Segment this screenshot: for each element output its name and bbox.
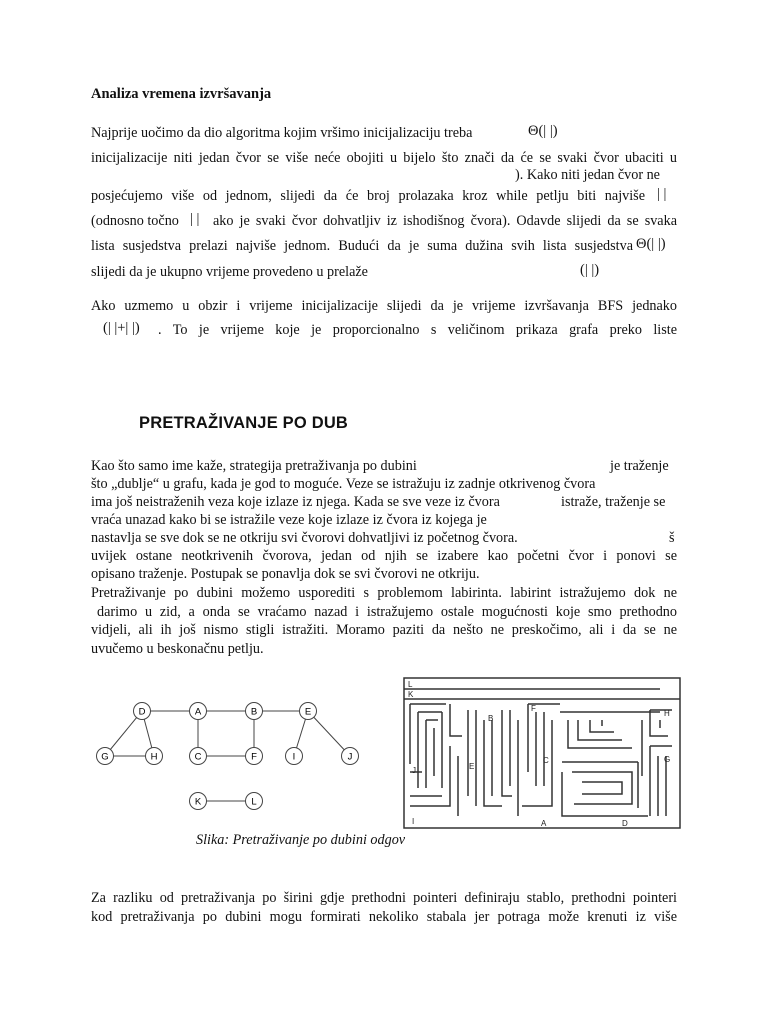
maze-label-l: L <box>408 680 413 689</box>
paragraph-line: Ako uzmemo u obzir i vrijeme inicijalizacije slijedi da je vrijeme izvršavanja BFS jednako <box>91 298 677 314</box>
paragraph-line: ). Kako niti jedan čvor ne <box>515 167 660 183</box>
math-expression: | | <box>657 186 667 202</box>
paragraph-line: opisano traženje. Postupak se ponavlja dok se svi čvorovi ne otkriju. <box>91 566 480 582</box>
graph-node-f <box>246 748 263 765</box>
paragraph-line: je traženje <box>610 458 669 474</box>
graph-node-label: A <box>194 706 202 718</box>
maze-label-g: G <box>664 755 671 764</box>
math-expression: Θ(| |) <box>528 123 558 139</box>
paragraph-line: Kao što samo ime kaže, strategija pretraživanja po dubini <box>91 458 417 474</box>
maze-label-a: A <box>541 819 547 828</box>
section-heading: PRETRAŽIVANJE PO DUB <box>139 414 349 432</box>
graph-node-c <box>190 748 207 765</box>
paragraph-line: darimo u zid, a onda se vraćamo nazad i istražujemo ostale mogućnosti koje smo prethodno <box>97 604 677 620</box>
maze-label-e: E <box>469 762 475 771</box>
paragraph-line: uvučemo u beskonačnu petlju. <box>91 641 264 657</box>
paragraph-line: Pretraživanje po dubini možemo usporediti s problemom labirinta. labirint istražujemo dok ne <box>91 585 677 601</box>
paragraph-line: uvijek ostane neotkrivenih čvorova, jedan od njih se izabere kao početni čvor i ponovi se <box>91 548 677 564</box>
graph-node-e <box>300 703 317 720</box>
graph-node-label: L <box>251 796 257 808</box>
graph-node-b <box>246 703 263 720</box>
graph-node-i <box>286 748 303 765</box>
paragraph-line: slijedi da je ukupno vrijeme provedeno u prelaže <box>91 264 368 280</box>
maze-label-i: I <box>412 817 415 826</box>
graph-node-d <box>134 703 151 720</box>
math-expression: (| |+| |) <box>103 320 140 336</box>
graph-node-l <box>246 793 263 810</box>
maze-label-b: B <box>488 714 494 723</box>
graph-node-label: I <box>292 751 296 763</box>
paragraph-line: lista susjedstva prelazi najviše jednom. Budući da je suma dužina svih lista susjedstva <box>91 238 633 254</box>
graph-node-label: K <box>194 796 202 808</box>
graph-node-label: F <box>251 751 257 763</box>
section-title: Analiza vremena izvršavanja <box>91 86 272 102</box>
paragraph-line: istraže, traženje se <box>561 494 666 510</box>
paragraph-line: nastavlja se sve dok se ne otkriju svi čvorovi dohvatljivi iz početnog čvora. <box>91 530 518 546</box>
graph-node-label: E <box>304 706 312 718</box>
graph-node-label: J <box>347 751 353 763</box>
paragraph-line: ako je svaki čvor dohvatljiv iz ishodišnog čvora). Odavde slijedi da se svaka <box>213 213 677 229</box>
paragraph-line: š <box>669 530 675 546</box>
math-expression: (| |) <box>580 262 600 278</box>
paragraph-line: što „dublje“ u grafu, kada je god to moguće. Veze se istražuju iz zadnje otkrivenog čvora <box>91 476 596 492</box>
graph-node-label: C <box>194 751 202 763</box>
figure-caption: Slika: Pretraživanje po dubini odgov <box>196 832 406 848</box>
maze-label-h: H <box>664 709 670 718</box>
paragraph-line: inicijalizacije niti jedan čvor se više neće obojiti u bijelo što znači da će se svaki čvor ubaciti u <box>91 150 677 166</box>
graph-node-label: D <box>138 706 146 718</box>
math-expression: | | <box>190 211 200 227</box>
graph-figure <box>88 696 378 821</box>
graph-node-h <box>146 748 163 765</box>
maze-figure <box>402 676 682 831</box>
graph-node-k <box>190 793 207 810</box>
paragraph-line: . To je vrijeme koje je proporcionalno s veličinom prikaza grafa preko liste <box>158 322 677 338</box>
graph-node-j <box>342 748 359 765</box>
maze-label-c: C <box>543 756 549 765</box>
paragraph-line: Za razliku od pretraživanja po širini gdje prethodni pointeri definiraju stablo, prethodni pointeri <box>91 890 677 906</box>
graph-node-label: B <box>250 706 258 718</box>
paragraph-line: kod pretraživanja po dubini mogu formirati nekoliko stabala jer potraga može krenuti iz više <box>91 909 677 925</box>
paragraph-line: vraća unazad kako bi se istražile veze koje izlaze iz čvora iz kojega je <box>91 512 487 528</box>
graph-node-a <box>190 703 207 720</box>
graph-node-g <box>97 748 114 765</box>
math-expression: Θ(| |) <box>636 236 666 252</box>
graph-node-label: H <box>150 751 158 763</box>
paragraph-line: posjećujemo više od jednom, slijedi da će broj prolazaka kroz while petlju biti najviše <box>91 188 645 204</box>
graph-node-label: G <box>101 751 109 763</box>
maze-label-k: K <box>408 690 414 699</box>
maze-label-f: F <box>531 704 536 713</box>
maze-label-d: D <box>622 819 628 828</box>
maze-label-j: J <box>412 766 416 775</box>
paragraph-line: Najprije uočimo da dio algoritma kojim vršimo inicijalizaciju treba <box>91 125 473 141</box>
paragraph-line: ima još neistraženih veza koje izlaze iz njega. Kada se sve veze iz čvora <box>91 494 500 510</box>
paragraph-line: vidjeli, ali ih još nismo stigli istražiti. Moramo paziti da nešto ne preskočimo, ali i da se ne <box>91 622 677 638</box>
paragraph-line: (odnosno točno <box>91 213 179 229</box>
